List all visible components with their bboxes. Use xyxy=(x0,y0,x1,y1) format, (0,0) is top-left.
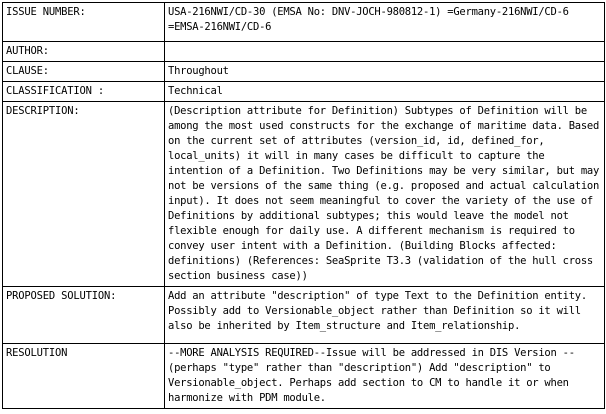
classification-row xyxy=(3,82,605,102)
clause-row xyxy=(3,62,605,82)
proposed-solution-row xyxy=(3,287,605,344)
issue-number-row xyxy=(3,3,605,42)
description-value: (Description attribute for Definition) Subtypes of Definition will be among the most used constructs for the exchange of maritime data. Based on the current set of attributes (version_id, id, defined_for, local_units) it will in many cases be difficult to capture the intention of a Definition. Two Definitions may be very similar, but may not be versions of the same thing (e.g. proposed and actual calculation input). It does not seem meaningful to cover the variety of the use of Definitions by additional subtypes; this would leave the model not flexible enough for daily use. A different mechanism is required to convey user intent with a Definition. (Building Blocks affected: definitions) (References: SeaSprite T3.3 (validation of the hull cross section business case)) xyxy=(165,102,605,287)
resolution-value: --MORE ANALYSIS REQUIRED--Issue will be addressed in DIS Version -- (perhaps "type" rather than "description") Add "description" to Versionable_object. Perhaps add section to CM to handle it or when harmonize with PDM module. xyxy=(165,344,605,409)
issue-table xyxy=(2,2,605,409)
description-label: DESCRIPTION: xyxy=(3,102,165,287)
resolution-row xyxy=(3,344,605,409)
issue-number-value: USA-216NWI/CD-30 (EMSA No: DNV-JOCH-980812-1) =Germany-216NWI/CD-6 =EMSA-216NWI/CD-6 xyxy=(165,3,605,42)
clause-value: Throughout xyxy=(165,62,605,82)
author-row xyxy=(3,42,605,62)
issue-number-label: ISSUE NUMBER: xyxy=(3,3,165,42)
classification-label: CLASSIFICATION : xyxy=(3,82,165,102)
proposed-solution-label: PROPOSED SOLUTION: xyxy=(3,287,165,344)
resolution-label: RESOLUTION xyxy=(3,344,165,409)
clause-label: CLAUSE: xyxy=(3,62,165,82)
description-row xyxy=(3,102,605,287)
classification-value: Technical xyxy=(165,82,605,102)
author-value xyxy=(165,42,605,62)
author-label: AUTHOR: xyxy=(3,42,165,62)
proposed-solution-value: Add an attribute "description" of type Text to the Definition entity. Possibly add to Versionable_object rather than Definition so it will also be inherited by Item_structure and Item_relationship. xyxy=(165,287,605,344)
